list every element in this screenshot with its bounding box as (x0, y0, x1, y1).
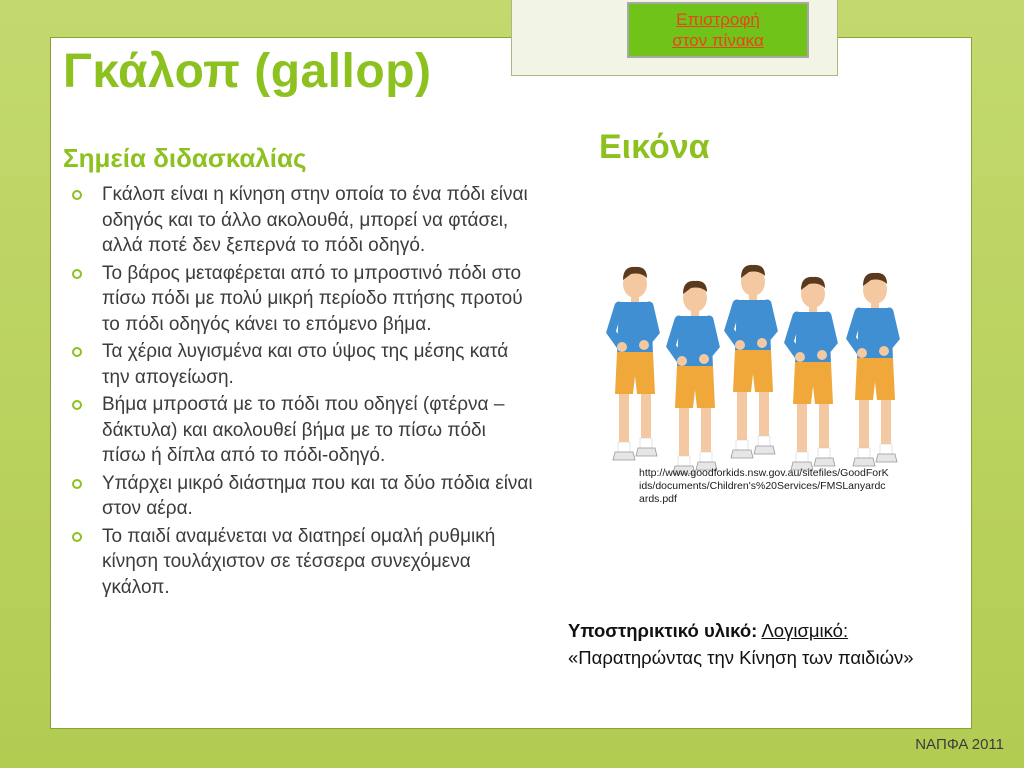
teaching-point (72, 471, 534, 522)
support-material (568, 617, 928, 671)
bullet-icon (72, 532, 82, 542)
teaching-point (72, 524, 534, 601)
child-figure-2 (671, 281, 717, 474)
teaching-point-text: Γκάλοπ είναι η κίνηση στην οποία το ένα πόδι είναι οδηγός και το άλλο ακολουθά, μπορεί να φτάσει, αλλά ποτέ δεν ξεπερνά το πόδι οδηγό. (102, 184, 528, 256)
bullet-icon (72, 347, 82, 357)
return-to-table-button[interactable] (627, 2, 809, 58)
bullet-icon (72, 479, 82, 489)
support-label: Υποστηρικτικό υλικό: (568, 620, 758, 641)
return-button-line1: Επιστροφή (676, 10, 760, 29)
child-figure-5 (851, 273, 897, 466)
teaching-points-list (72, 182, 534, 602)
teaching-point (72, 182, 534, 259)
return-button-line2: στον πίνακα (672, 31, 764, 50)
teaching-point-text: Υπάρχει μικρό διάστημα που και τα δύο πόδια είναι στον αέρα. (102, 472, 533, 519)
teaching-point-text: Το παιδί αναμένεται να διατηρεί ομαλή ρυθμική κίνηση τουλάχιστον σε τέσσερα συνεχόμενα γκάλοπ. (102, 525, 496, 598)
image-source-url: http://www.goodforkids.nsw.gov.au/sitefiles/GoodForKids/documents/Children's%20Services/FMSLanyardcards.pdf (639, 467, 889, 505)
child-figure-1 (611, 267, 657, 460)
bullet-icon (72, 269, 82, 279)
teaching-points-heading: Σημεία διδασκαλίας (63, 143, 307, 173)
image-heading: Εικόνα (599, 128, 710, 166)
software-link[interactable]: Λογισμικό: (761, 620, 849, 641)
teaching-point (72, 339, 534, 390)
bullet-icon (72, 400, 82, 410)
teaching-point (72, 261, 534, 338)
footer-credit: ΝΑΠΦΑ 2011 (915, 736, 1004, 753)
teaching-point-text: Βήμα μπροστά με το πόδι που οδηγεί (φτέρνα – δάκτυλα) και ακολουθεί βήμα με το πίσω πόδι πίσω ή δίπλα από το πόδι-οδηγό. (102, 394, 505, 466)
teaching-point (72, 392, 534, 469)
teaching-point-text: Το βάρος μεταφέρεται από το μπροστινό πόδι στο πίσω πόδι με πολύ μικρή περίοδο πτήσης προτού το πόδι οδηγός κάνει το επόμενο βήμα. (102, 262, 523, 335)
support-description: «Παρατηρώντας την Κίνηση των παιδιών» (568, 647, 914, 668)
slide-title: Γκάλοπ (gallop) (63, 45, 432, 98)
child-figure-4 (789, 277, 835, 470)
teaching-point-text: Τα χέρια λυγισμένα και στο ύψος της μέσης κατά την απογείωση. (102, 341, 509, 388)
bullet-icon (72, 190, 82, 200)
child-figure-3 (729, 265, 775, 458)
